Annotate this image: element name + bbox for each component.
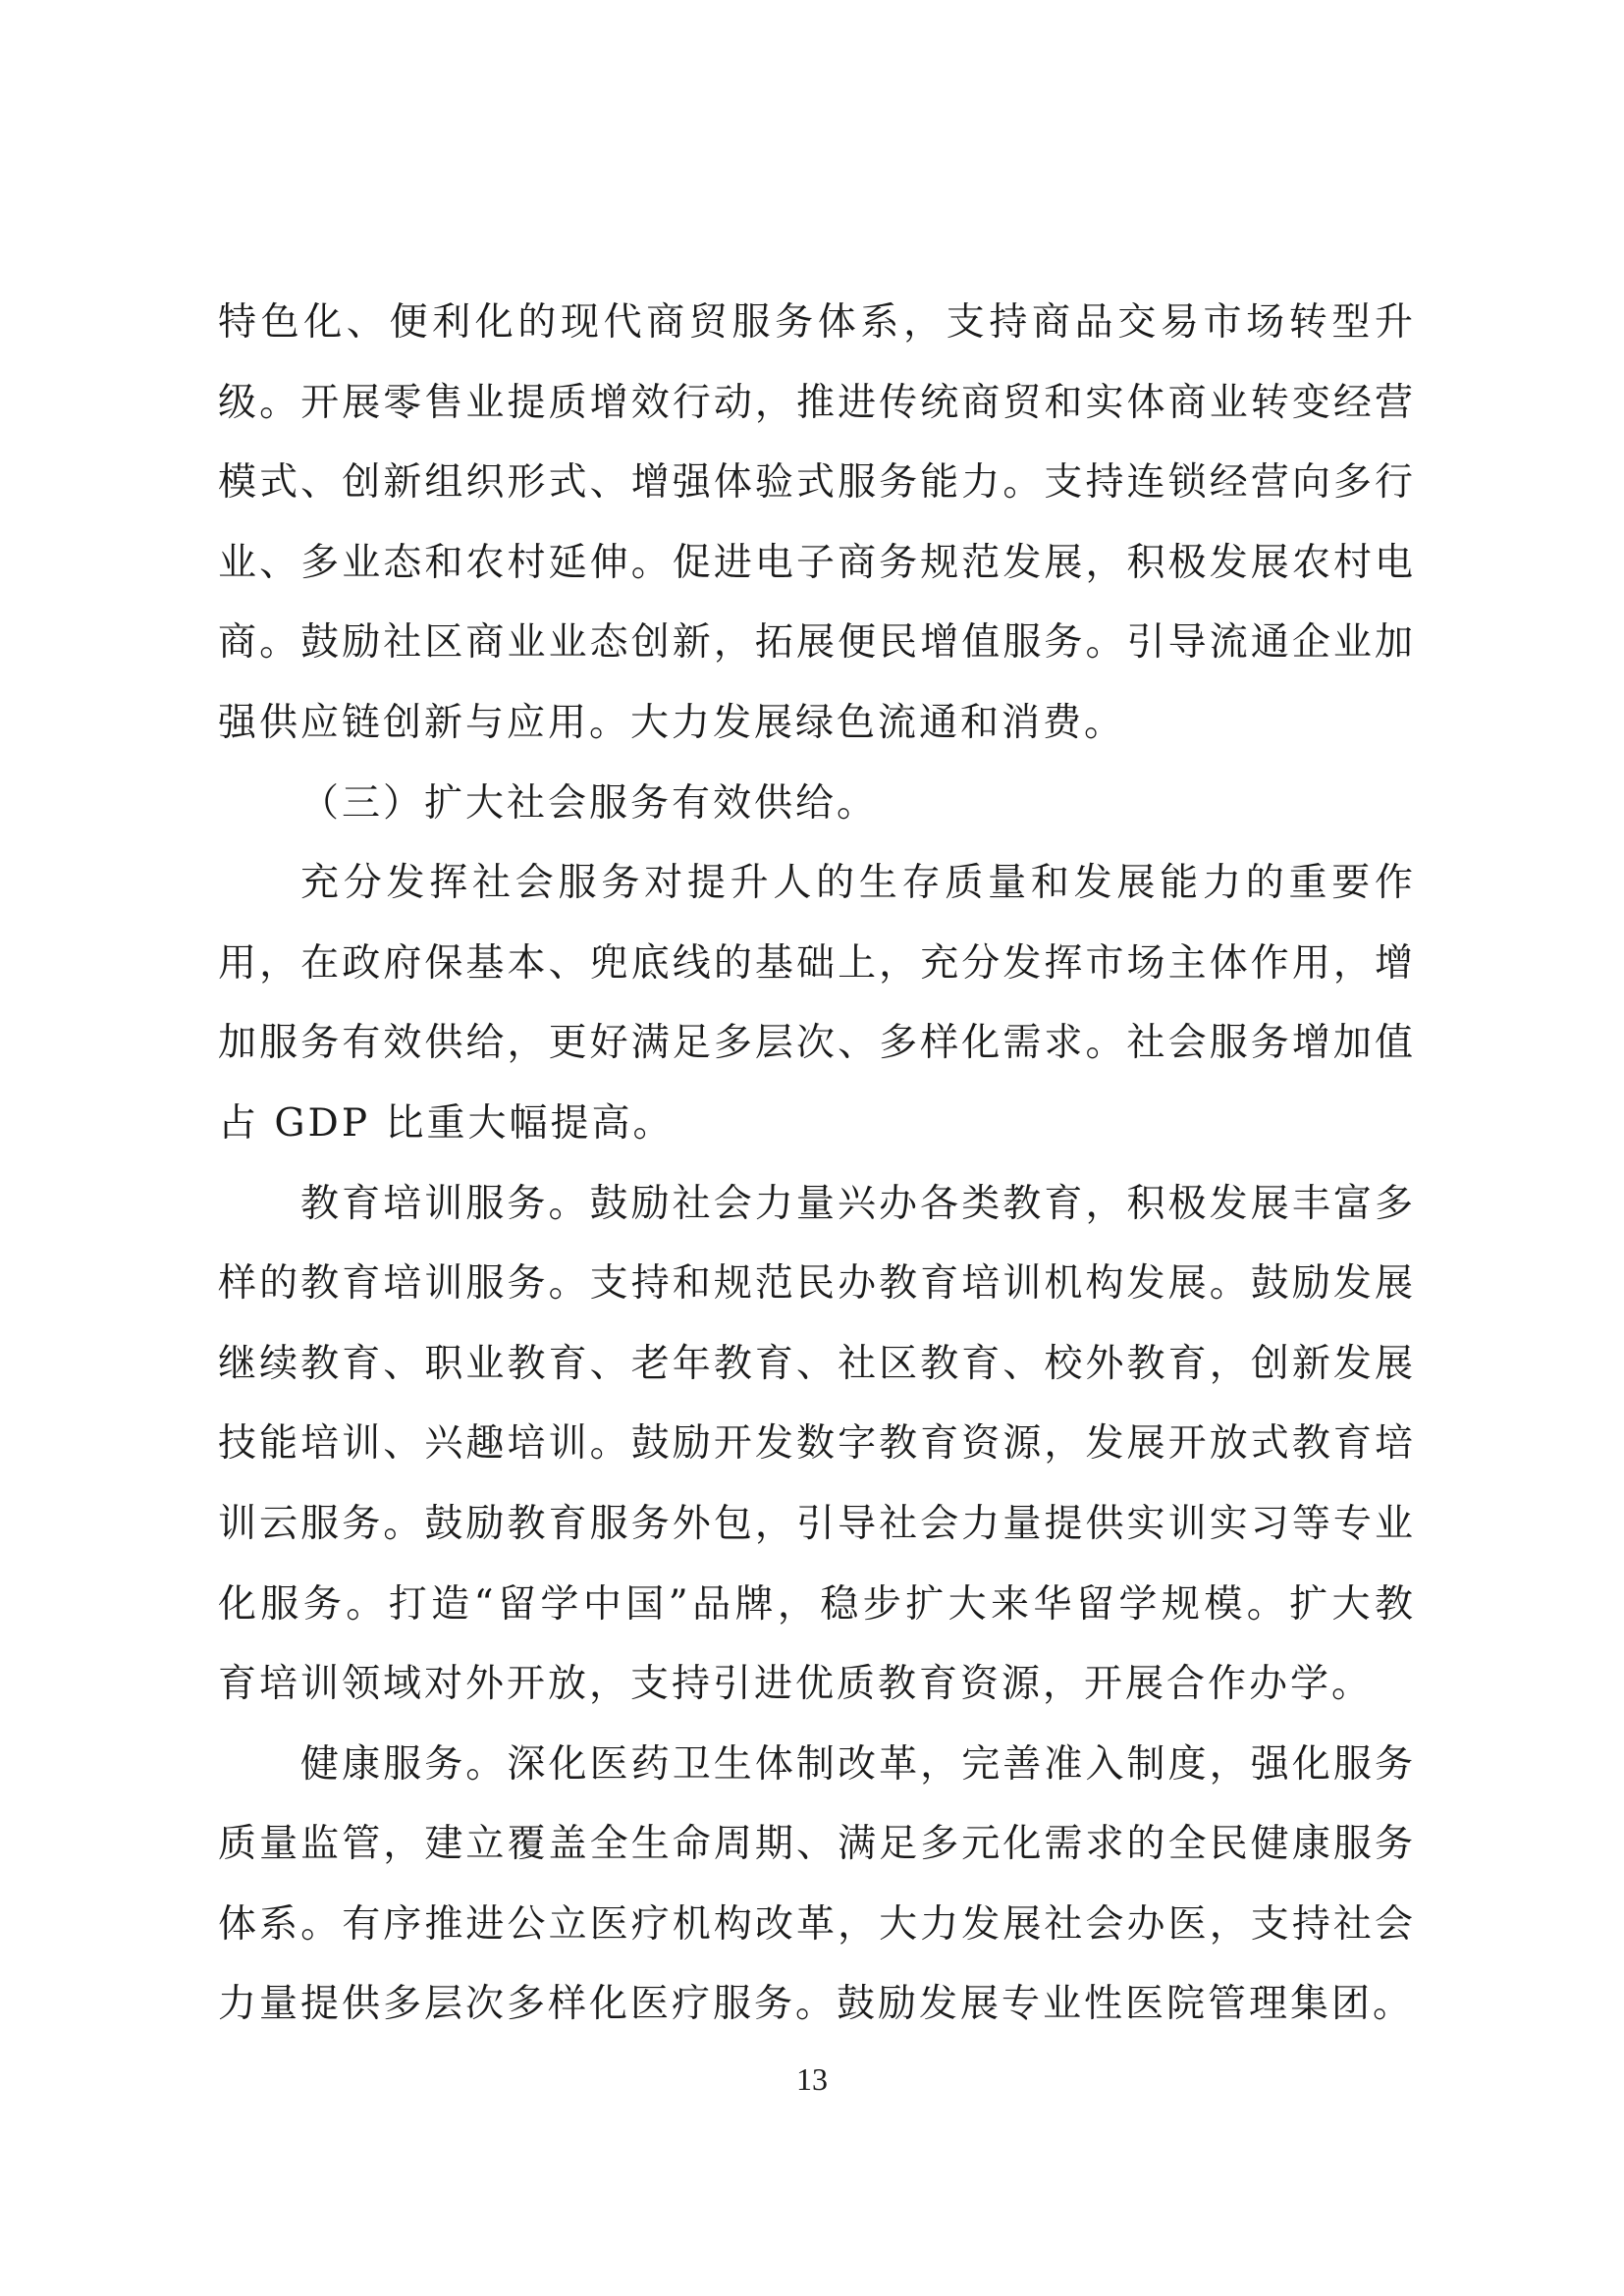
section-heading-social-services: （三）扩大社会服务有效供给。 <box>300 780 879 826</box>
page-number: 13 <box>796 2061 828 2097</box>
paragraph-commerce-continued: 特色化、便利化的现代商贸服务体系，支持商品交易市场转型升级。开展零售业提质增效行动，推进传统商贸和实体商业转变经营模式、创新组织形式、增强体验式服务能力。支持连锁经营向多行业、多业态和农村延伸。促进电子商务规范发展，积极发展农村电商。鼓励社区商业业态创新，拓展便民增值服务。引导流通企业加强供应链创新与应用。大力发展绿色流通和消费。 <box>218 300 1416 745</box>
document-body <box>218 283 1416 2045</box>
education-training-body: 鼓励社会力量兴办各类教育，积极发展丰富多样的教育培训服务。支持和规范民办教育培训机构发展。鼓励发展继续教育、职业教育、老年教育、社区教育、校外教育，创新发展技能培训、兴趣培训。鼓励开发数字教育资源，发展开放式教育培训云服务。鼓励教育服务外包，引导社会力量提供实训实习等专业化服务。打造“留学中国”品牌，稳步扩大来华留学规模。扩大教育培训领域对外开放，支持引进优质教育资源，开展合作办学。 <box>218 1181 1416 1707</box>
health-services-body: 深化医药卫生体制改革，完善准入制度，强化服务质量监管，建立覆盖全生命周期、满足多元化需求的全民健康服务体系。有序推进公立医疗机构改革，大力发展社会办医，支持社会力量提供多层次多样化医疗服务。鼓励发展专业性医院管理集团。 <box>218 1741 1416 2027</box>
education-training-lead: 教育培训服务。 <box>300 1181 590 1226</box>
paragraph-health-services <box>218 1725 1416 2045</box>
paragraph-social-services-intro: 充分发挥社会服务对提升人的生存质量和发展能力的重要作用，在政府保基本、兜底线的基础上，充分发挥市场主体作用，增加服务有效供给，更好满足多层次、多样化需求。社会服务增加值占 GDP 比重大幅提高。 <box>218 861 1416 1146</box>
health-services-lead: 健康服务。 <box>300 1741 508 1787</box>
paragraph-education-training <box>218 1164 1416 1725</box>
